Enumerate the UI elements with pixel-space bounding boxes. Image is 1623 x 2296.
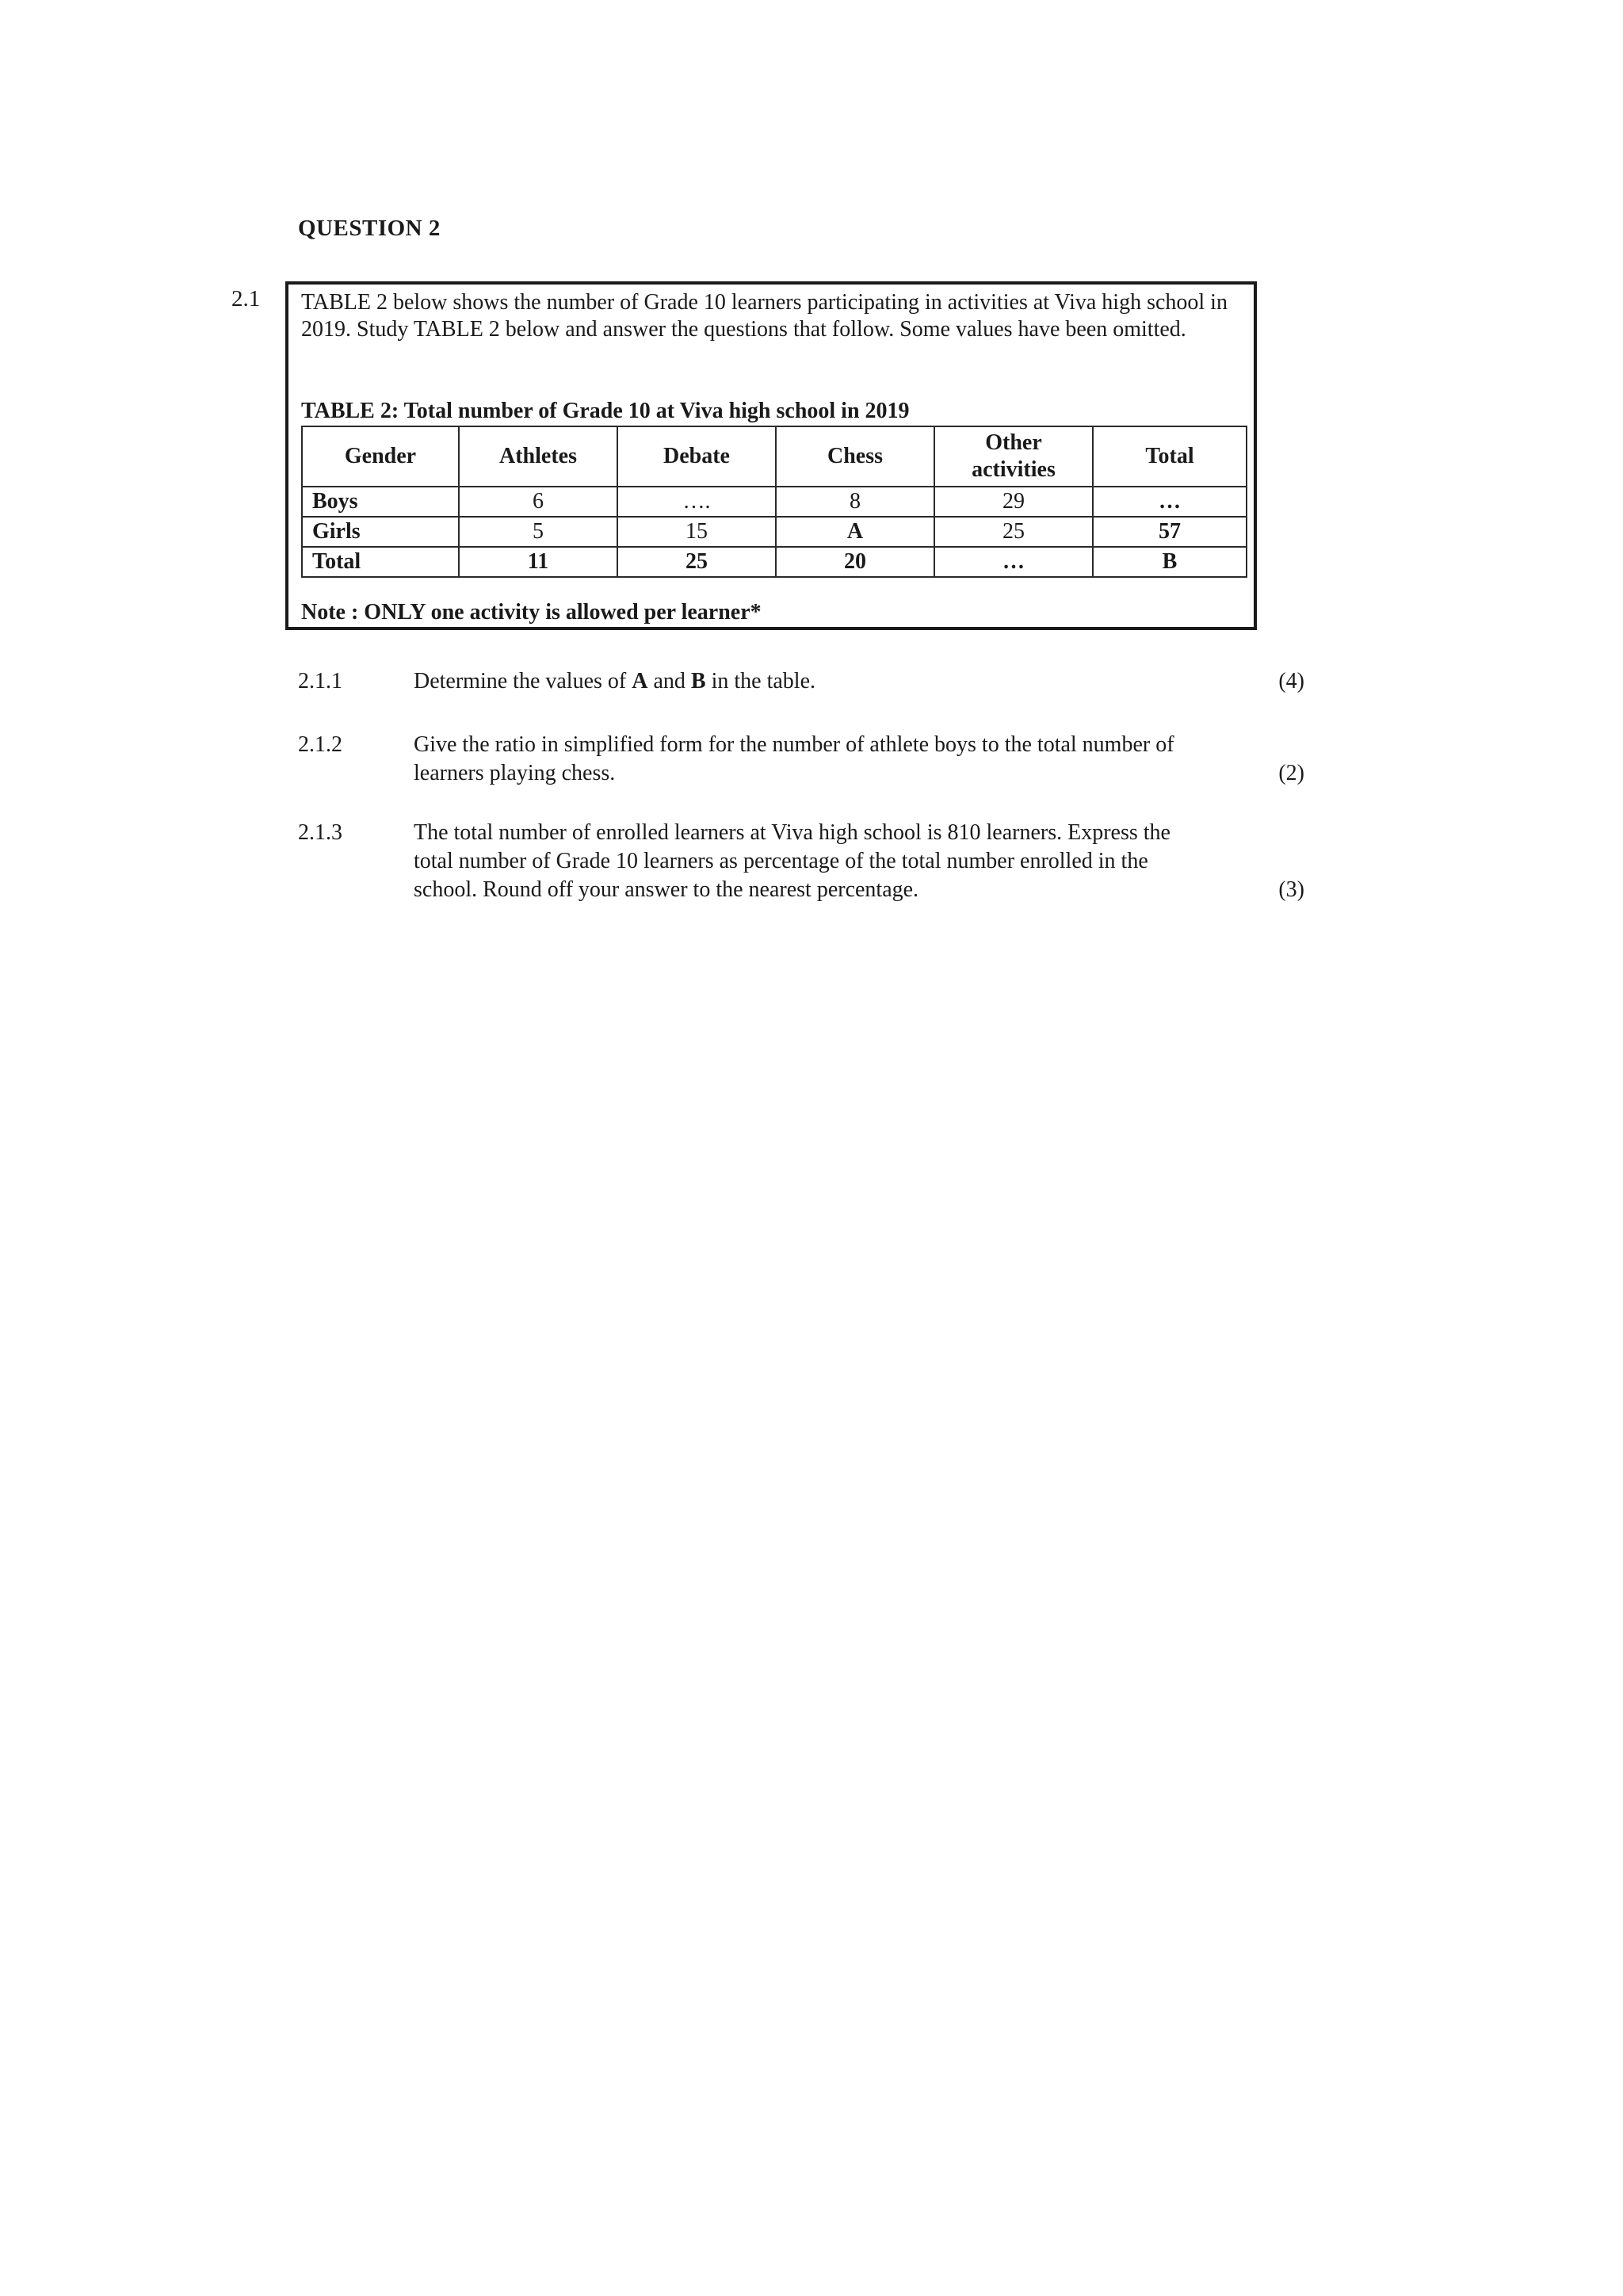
row-label: Boys [302, 487, 459, 517]
header-gender: Gender [302, 426, 459, 487]
text-part: Determine the values of [414, 669, 632, 693]
subquestion-number: 2.1.2 [298, 732, 342, 757]
header-chess: Chess [776, 426, 934, 487]
subquestion-marks: (2) [1278, 761, 1304, 785]
text-part: and [647, 669, 691, 693]
header-debate: Debate [617, 426, 776, 487]
table-cell: B [1093, 547, 1247, 577]
table-cell: 15 [617, 517, 776, 547]
text-bold-b: B [690, 669, 706, 693]
table-cell: 8 [776, 487, 934, 517]
subquestion-2-1-1 [298, 667, 1304, 699]
table-cell: 11 [459, 547, 617, 577]
table-cell: 6 [459, 487, 617, 517]
table-row [302, 547, 1247, 577]
text-bold-a: A [632, 669, 648, 693]
question-title: QUESTION 2 [298, 216, 441, 241]
table-cell: 29 [934, 487, 1093, 517]
table-cell: … [934, 547, 1093, 577]
table-header-row [302, 426, 1247, 487]
table-cell: A [776, 517, 934, 547]
activities-table [301, 426, 1247, 578]
table-note: Note : ONLY one activity is allowed per learner* [301, 600, 762, 625]
subquestion-text: Give the ratio in simplified form for the number of athlete boys to the total number of learners playing chess. [414, 732, 1174, 785]
table-cell: 25 [617, 547, 776, 577]
table-cell: …. [617, 487, 776, 517]
header-athletes: Athletes [459, 426, 617, 487]
intro-text: TABLE 2 below shows the number of Grade 10 learners participating in activities at Viva high school in 2019. Study TABLE 2 below and answer the questions that follow. Some values have been omitted. [301, 290, 1228, 342]
subquestion-2-1-3 [298, 819, 1304, 911]
table-cell: 57 [1093, 517, 1247, 547]
subquestion-text: The total number of enrolled learners at Viva high school is 810 learners. Express the total number of Grade 10 learners as percentage of the total number enrolled in the school. Round off your answer to the nearest percentage. [414, 820, 1170, 902]
table-cell: 5 [459, 517, 617, 547]
subquestion-marks: (4) [1278, 669, 1304, 693]
table-row [302, 487, 1247, 517]
table-row [302, 517, 1247, 547]
question-box [285, 281, 1257, 630]
text-part: in the table. [705, 669, 815, 693]
subquestion-marks: (3) [1278, 877, 1304, 902]
table-cell: 25 [934, 517, 1093, 547]
row-label: Girls [302, 517, 459, 547]
table-caption: TABLE 2: Total number of Grade 10 at Viva high school in 2019 [301, 399, 910, 423]
subquestion-number: 2.1.1 [298, 669, 342, 693]
header-other-activities [934, 426, 1093, 487]
table-cell: … [1093, 487, 1247, 517]
subquestion-2-1-2 [298, 731, 1304, 794]
header-other-activities-label: Other activities [972, 430, 1056, 482]
subquestion-text [414, 667, 1206, 696]
section-number: 2.1 [231, 286, 261, 311]
table-cell: 20 [776, 547, 934, 577]
row-label: Total [302, 547, 459, 577]
header-total: Total [1093, 426, 1247, 487]
subquestion-number: 2.1.3 [298, 820, 342, 845]
